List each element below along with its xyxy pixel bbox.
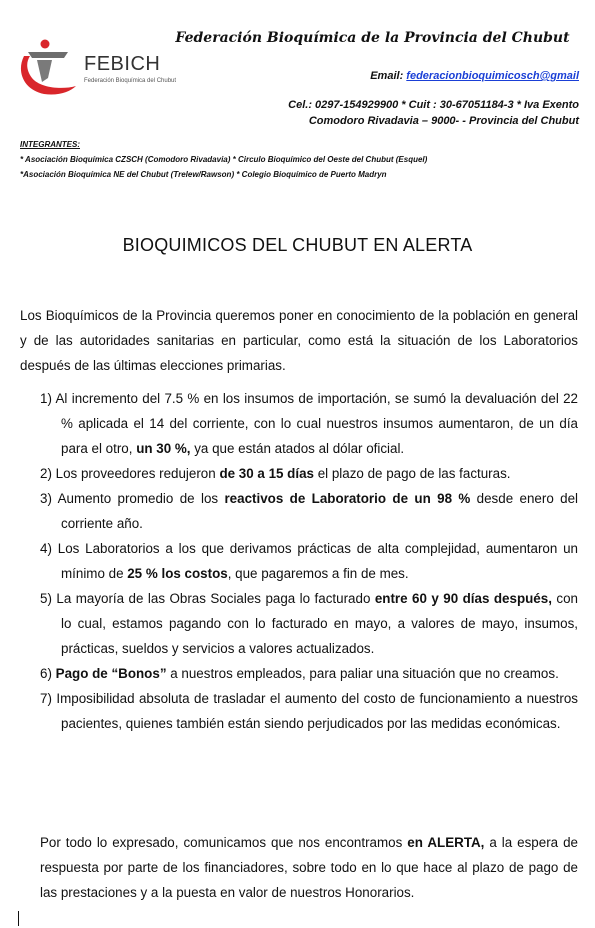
document-title: BIOQUIMICOS DEL CHUBUT EN ALERTA	[122, 235, 473, 255]
list-item: 6) Pago de “Bonos” a nuestros empleados, para paliar una situación que no creamos.	[40, 666, 559, 681]
list-item: 5) La mayoría de las Obras Sociales paga lo facturado entre 60 y 90 días después, con lo cual, estamos pagando con lo facturado en mayo, a valores de mayo, insumos, prácticas, sueldos y servicios a valores actualizados.	[40, 591, 578, 656]
logo-name: FEBICH	[84, 53, 161, 75]
contact-block	[288, 68, 579, 129]
list-item: 1) Al incremento del 7.5 % en los insumos de importación, se sumó la devaluación del 22 % aplicada el 14 del corriente, con lo cual nuestros insumos aumentaron, de un día para el otro, un 30 %, ya que están atados al dólar oficial.	[40, 391, 578, 456]
members-line-2: *Asociación Bioquímica NE del Chubut (Trelew/Rawson) * Colegio Bioquímico de Puerto Madryn	[20, 170, 387, 179]
members-block	[20, 137, 580, 182]
phone-cuit-line: Cel.: 0297-154929900 * Cuit : 30-67051184-3 * Iva Exento	[288, 99, 579, 111]
list-item: 2) Los proveedores redujeron de 30 a 15 días el plazo de pago de las facturas.	[40, 466, 511, 481]
address-line: Comodoro Rivadavia – 9000- - Provincia del Chubut	[308, 115, 579, 127]
members-line-1: * Asociación Bioquímica CZSCH (Comodoro Rivadavia) * Circulo Bioquímico del Oeste del Chubut (Esquel)	[20, 155, 428, 164]
email-label: Email:	[370, 70, 404, 82]
email-line	[288, 68, 579, 84]
list-item: 3) Aumento promedio de los reactivos de Laboratorio de un 98 % desde enero del corriente año.	[40, 491, 579, 531]
members-label: INTEGRANTES:	[20, 140, 80, 149]
email-link[interactable]: federacionbioquimicosch@gmail	[406, 70, 579, 82]
febich-logo	[18, 38, 178, 102]
closing-paragraph: Por todo lo expresado, comunicamos que nos encontramos en ALERTA, a la espera de respuesta por parte de los financiadores, sobre todo en lo que hace al plazo de pago de las prestaciones y a la puesta en valor de nuestros Honorarios.	[40, 835, 578, 900]
intro-paragraph: Los Bioquímicos de la Provincia queremos poner en conocimiento de la población en general y de las autoridades sanitarias en particular, como está la situación de los Laboratorios después de las últimas elecciones primarias.	[20, 308, 578, 373]
numbered-list	[40, 386, 578, 736]
text-cursor	[18, 911, 19, 926]
list-item: 4) Los Laboratorios a los que derivamos prácticas de alta complejidad, aumentaron un mínimo de 25 % los costos, que pagaremos a fin de mes.	[40, 541, 578, 581]
federation-title: Federación Bioquímica de la Provincia del Chubut	[175, 30, 570, 46]
logo-subtitle: Federación Bioquímica del Chubut	[84, 78, 177, 84]
list-item: 7) Imposibilidad absoluta de trasladar el aumento del costo de funcionamiento a nuestros pacientes, quienes también están siendo perjudicados por las medidas económicas.	[40, 691, 578, 731]
